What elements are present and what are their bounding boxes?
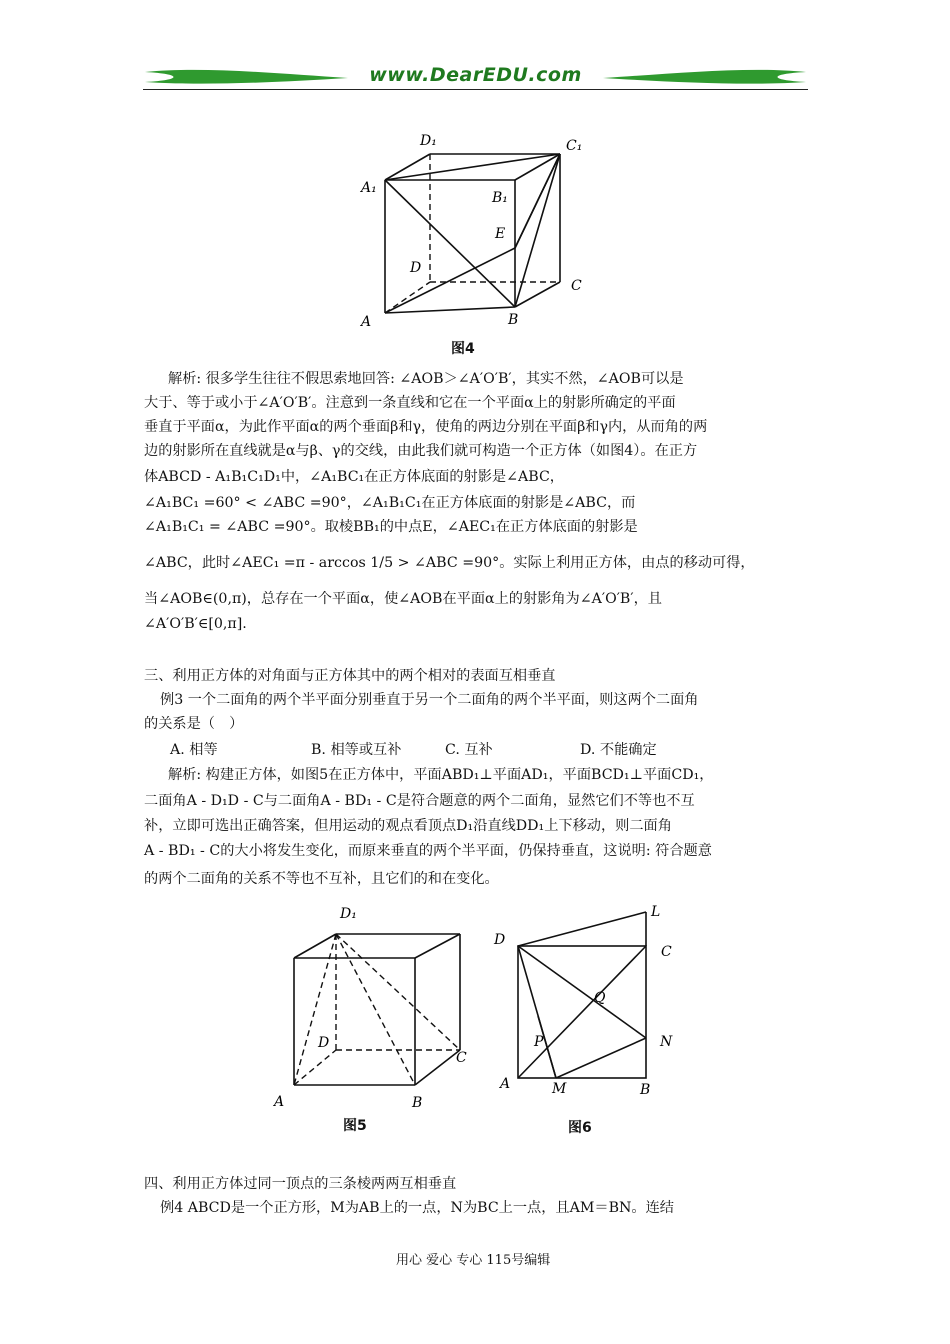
figure-4-cube [355,130,595,360]
label-l: L [651,904,661,920]
label-p: P [534,1034,544,1050]
label-b1: B₁ [492,190,508,206]
figure-5-cube [270,900,480,1115]
page-footer: 用心 爱心 专心 115号编辑 [396,1253,551,1268]
figure-6-caption: 图6 [568,1120,592,1136]
label-d: D [494,932,506,948]
label-m: M [552,1081,567,1097]
label-n: N [660,1034,673,1050]
option-a: A. 相等 [170,742,218,758]
label-c: C [571,278,582,294]
analysis1-line: 体ABCD - A₁B₁C₁D₁中，∠A₁BC₁在正方体底面的射影是∠ABC， [144,469,564,485]
section3-title: 三、利用正方体的对角面与正方体其中的两个相对的表面互相垂直 [144,668,556,684]
label-e: E [495,226,506,242]
analysis3-line: 的两个二面角的关系不等也不互补，且它们的和在变化。 [144,871,499,887]
analysis1-line: ∠A′O′B′∈[0,π]. [144,616,247,632]
analysis3-line: 补，立即可选出正确答案，但用运动的观点看顶点D₁沿直线DD₁上下移动，则二面角 [144,818,672,834]
label-a: A [274,1094,285,1110]
label-b: B [640,1082,651,1098]
figure-6-square [490,898,690,1098]
analysis1-line: ∠ABC，此时∠AEC₁ =π - arccos 1/5 > ∠ABC =90°。实际上利用正方体，由点的移动可得， [144,555,755,571]
analysis1-line: 边的射影所在直线就是α与β、γ的交线，由此我们就可构造一个正方体（如图4）。在正方 [144,443,698,459]
page-header [143,60,808,96]
analysis1-line: 当∠AOB∈(0,π)，总存在一个平面α，使∠AOB在平面α上的射影角为∠A′O′B′，且 [144,591,662,607]
example3-line: 的关系是（ ） [144,716,244,732]
label-d1: D₁ [420,133,437,149]
example4-line: 例4 ABCD是一个正方形，M为AB上的一点，N为BC上一点，且AM＝BN。连结 [160,1200,674,1216]
analysis1-line: 解析: 很多学生往往不假思索地回答: ∠AOB＞∠A′O′B′，其实不然，∠AOB可以是 [168,371,684,387]
analysis1-line: ∠A₁B₁C₁ = ∠ABC =90°。取棱BB₁的中点E，∠AEC₁在正方体底面的射影是 [144,519,638,535]
analysis1-line: 大于、等于或小于∠A′O′B′。注意到一条直线和它在一个平面α上的射影所确定的平面 [144,395,676,411]
label-q: Q [594,990,606,1006]
figure-5-caption: 图5 [343,1118,367,1134]
label-d: D [410,260,422,276]
label-c: C [456,1050,467,1066]
label-d1: D₁ [340,906,357,922]
option-b: B. 相等或互补 [311,742,402,758]
header-rule [143,89,808,90]
analysis3-line: 二面角A - D₁D - C与二面角A - BD₁ - C是符合题意的两个二面角，显然它们不等也不互 [144,793,695,809]
analysis1-line: 垂直于平面α，为此作平面α的两个垂面β和γ，使角的两边分别在平面β和γ内，从而角的两 [144,419,708,435]
label-b: B [508,312,519,328]
site-title: www.DearEDU.com [369,64,582,86]
option-d: D. 不能确定 [580,742,657,758]
analysis3-line: 解析: 构建正方体，如图5在正方体中，平面ABD₁⊥平面AD₁，平面BCD₁⊥平面CD₁， [168,767,714,783]
analysis1-line: ∠A₁BC₁ =60° < ∠ABC =90°，∠A₁B₁C₁在正方体底面的射影是∠ABC，而 [144,495,636,511]
option-c: C. 互补 [445,742,493,758]
example3-line: 例3 一个二面角的两个半平面分别垂直于另一个二面角的两个半平面，则这两个二面角 [160,692,699,708]
label-c: C [661,944,672,960]
label-b: B [412,1095,423,1111]
label-d: D [318,1035,330,1051]
label-a1: A₁ [361,180,377,196]
analysis3-line: A - BD₁ - C的大小将发生变化，而原来垂直的两个半平面，仍保持垂直，这说明: 符合题意 [144,843,712,859]
figure-4-caption: 图4 [451,341,475,357]
label-c1: C₁ [566,138,583,154]
section4-title: 四、利用正方体过同一顶点的三条棱两两互相垂直 [144,1176,457,1192]
label-a: A [361,314,372,330]
label-a: A [500,1076,511,1092]
